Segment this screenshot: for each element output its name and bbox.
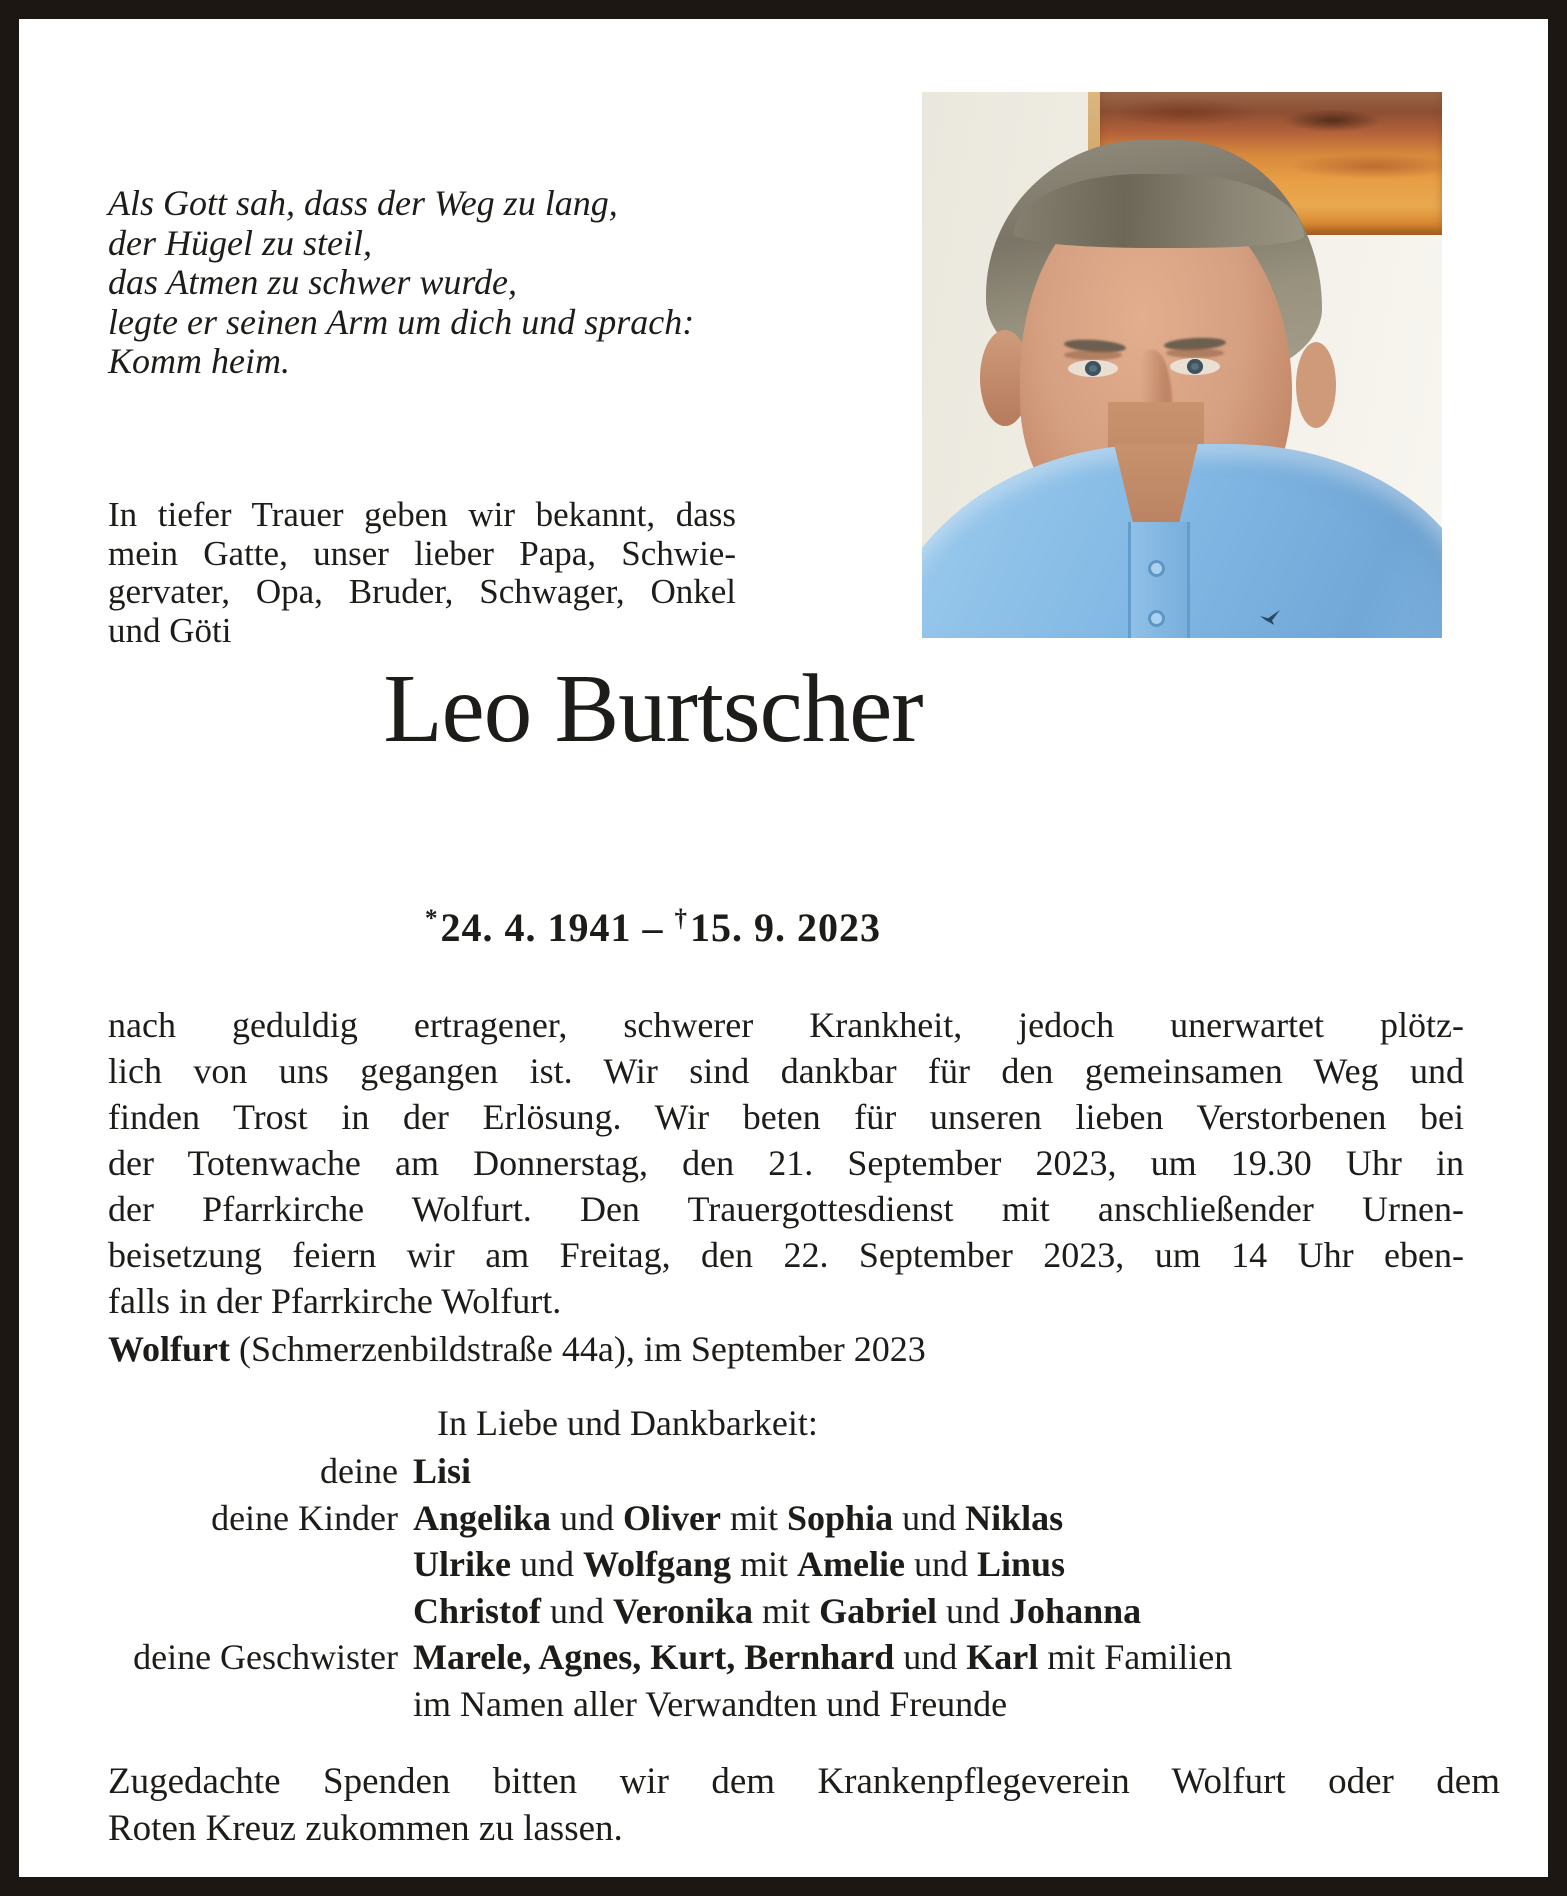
left-eyelid	[1064, 350, 1122, 360]
portrait-photo	[922, 92, 1442, 638]
right-ear	[1296, 342, 1336, 428]
shirt-button	[1148, 610, 1165, 627]
name-bold: Angelika	[413, 1497, 552, 1538]
text-segment: und	[510, 1544, 583, 1584]
text-line: der Hügel zu steil,	[108, 222, 372, 263]
text-line: beisetzung feiern wir am Freitag, den 22. September 2023, um 14 Uhr eben-	[108, 1235, 1464, 1275]
birth-date: 24. 4. 1941	[440, 905, 632, 950]
family-names	[413, 1588, 1141, 1635]
poem	[108, 184, 748, 382]
text-segment: und	[893, 1497, 966, 1538]
right-eyelid	[1166, 348, 1224, 358]
family-relation-label: deine Geschwister	[133, 1637, 398, 1677]
text-segment: mit	[753, 1590, 820, 1631]
name-bold: Sophia	[787, 1497, 894, 1538]
name-bold: Oliver	[623, 1497, 721, 1538]
text-segment: mit	[731, 1544, 798, 1584]
family-row	[108, 1448, 1368, 1495]
name-bold: Gabriel	[819, 1590, 938, 1631]
family-relation-label	[108, 1588, 398, 1635]
family-names	[413, 1541, 1065, 1588]
name-bold: Karl	[966, 1637, 1039, 1677]
place-dateline	[108, 1328, 1308, 1370]
gratitude-heading: In Liebe und Dankbarkeit:	[437, 1403, 818, 1443]
right-iris	[1187, 359, 1203, 374]
family-row	[108, 1495, 1368, 1542]
shirt-button	[1148, 560, 1165, 577]
name-bold: Wolfurt	[108, 1329, 230, 1369]
text-line: Roten Kreuz zukommen zu lassen.	[108, 1808, 623, 1849]
text-line: und Göti	[108, 611, 232, 651]
text-segment: im Namen aller Verwandten und Freunde	[413, 1683, 1008, 1724]
text-line: legte er seinen Arm um dich und sprach:	[108, 301, 695, 342]
name-bold: Veronika	[613, 1590, 754, 1631]
text-line: In tiefer Trauer geben wir bekannt, dass	[108, 495, 736, 534]
family-row	[108, 1588, 1368, 1635]
name-bold: Marele, Agnes, Kurt, Bernhard	[413, 1637, 895, 1677]
name-bold: Ulrike	[413, 1544, 511, 1584]
text-line: finden Trost in der Erlösung. Wir beten für unseren lieben Verstorbenen bei	[108, 1097, 1464, 1137]
name-bold: Lisi	[413, 1451, 472, 1491]
left-iris	[1085, 361, 1101, 376]
name-bold: Christof	[413, 1590, 541, 1631]
text-segment: mit	[721, 1497, 788, 1538]
name-bold: Wolfgang	[582, 1544, 732, 1584]
text-segment: und	[894, 1637, 967, 1677]
family-names	[413, 1448, 471, 1495]
announcement-text	[108, 496, 736, 651]
text-line: gervater, Opa, Bruder, Schwager, Onkel	[108, 572, 736, 612]
family-names	[413, 1634, 1232, 1681]
obituary-body	[108, 1002, 1464, 1324]
donation-note	[108, 1758, 1500, 1852]
text-line: nach geduldig ertragener, schwerer Krankheit, jedoch unerwartet plötz-	[108, 1005, 1464, 1045]
death-date: 15. 9. 2023	[690, 905, 881, 950]
family-row	[108, 1634, 1368, 1681]
family-relation-label: deine Kinder	[211, 1497, 398, 1538]
family-relation-label: deine	[320, 1451, 398, 1491]
text-line: das Atmen zu schwer wurde,	[108, 262, 517, 302]
family-list	[108, 1448, 1368, 1727]
deceased-name: Leo Burtscher	[383, 655, 923, 762]
name-bold: Niklas	[965, 1497, 1064, 1538]
text-line: Als Gott sah, dass der Weg zu lang,	[108, 183, 618, 223]
family-relation-label	[108, 1541, 398, 1588]
date-separator: –	[631, 905, 675, 950]
text-segment: mit Familien	[1038, 1637, 1233, 1677]
family-relation-label	[108, 1681, 398, 1728]
text-line: Zugedachte Spenden bitten wir dem Krankenpflegeverein Wolfurt oder dem	[108, 1761, 1500, 1802]
text-line: der Pfarrkirche Wolfurt. Den Trauergottesdienst mit anschließender Urnen-	[108, 1189, 1464, 1229]
life-dates	[108, 904, 1198, 951]
name-bold: Linus	[976, 1544, 1066, 1584]
text-segment: und	[541, 1590, 613, 1631]
text-line: falls in der Pfarrkirche Wolfurt.	[108, 1281, 562, 1321]
family-names	[413, 1681, 1007, 1728]
text-segment: und	[904, 1544, 977, 1584]
text-segment: und	[551, 1497, 624, 1538]
text-line: lich von uns gegangen ist. Wir sind dankbar für den gemeinsamen Weg und	[108, 1051, 1464, 1091]
death-cross-symbol: †	[674, 905, 687, 932]
text-segment: (Schmerzenbildstraße 44a), im September 2023	[230, 1329, 926, 1369]
family-names	[413, 1495, 1063, 1542]
text-line: der Totenwache am Donnerstag, den 21. September 2023, um 19.30 Uhr in	[108, 1143, 1464, 1183]
birth-star-symbol: *	[425, 905, 438, 932]
right-eye	[1170, 358, 1220, 375]
text-segment: und	[937, 1590, 1010, 1631]
family-row	[108, 1681, 1368, 1728]
left-eye	[1068, 360, 1118, 377]
text-line: mein Gatte, unser lieber Papa, Schwie-	[108, 533, 736, 573]
name-bold: Amelie	[797, 1544, 905, 1584]
family-row	[108, 1541, 1368, 1588]
text-line: Komm heim.	[108, 341, 290, 381]
name-bold: Johanna	[1009, 1590, 1142, 1631]
